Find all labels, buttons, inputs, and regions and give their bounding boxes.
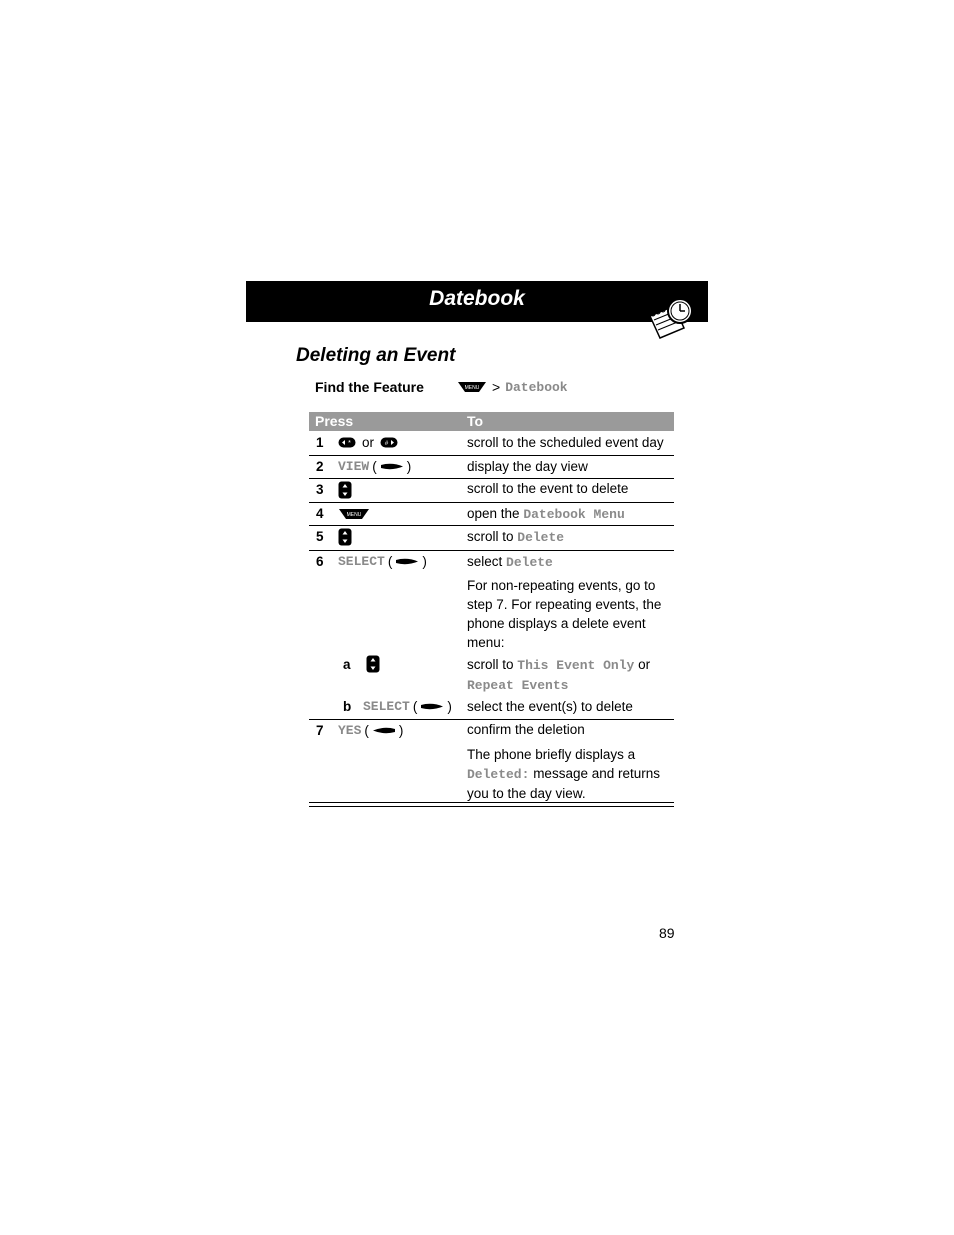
section-title: Deleting an Event: [296, 345, 456, 366]
table-row: [309, 503, 674, 526]
chapter-banner: [246, 281, 708, 322]
step-action: display the day view: [467, 459, 588, 474]
step-action: select Delete: [467, 554, 553, 570]
page-number: 89: [659, 925, 675, 941]
header-press: Press: [315, 413, 354, 429]
display-item: Deleted:: [467, 767, 530, 782]
step-number: 7: [316, 723, 324, 738]
soft-key-label: SELECT: [338, 554, 385, 569]
find-feature-label: Find the Feature: [315, 379, 424, 395]
svg-text:MENU: MENU: [346, 512, 362, 518]
display-item: This Event Only: [517, 658, 635, 673]
step-action: scroll to Delete: [467, 529, 565, 545]
substep-press: [366, 655, 380, 673]
step-note: The phone briefly displays a Deleted: message and returns you to the day view.: [467, 747, 661, 801]
soft-key-label: YES: [338, 723, 362, 738]
soft-key-label: SELECT: [363, 699, 410, 714]
step-press: VIEW ( ): [338, 459, 412, 474]
path-separator: >: [492, 379, 501, 395]
substep-action: scroll to This Event Only or Repeat Events: [467, 657, 651, 693]
table-row: [309, 479, 674, 503]
step-action: scroll to the scheduled event day: [467, 435, 664, 450]
display-item: Delete: [517, 530, 565, 545]
left-soft-key-icon: [372, 726, 396, 735]
chapter-title: Datebook: [429, 287, 525, 310]
right-soft-key-icon: [380, 462, 404, 471]
step-number: 4: [316, 506, 324, 521]
menu-key-icon: [338, 508, 370, 520]
step-press: SELECT ( ): [338, 554, 427, 569]
instruction-table: [309, 412, 674, 803]
menu-key-icon: [457, 381, 487, 393]
or-text: or: [362, 435, 375, 450]
left-star-key-icon: [338, 437, 356, 448]
step-note: For non-repeating events, go to step 7. For repeating events, the phone displays a delete event menu:: [467, 578, 662, 650]
path-item-datebook: Datebook: [505, 379, 568, 395]
right-pound-key-icon: [380, 437, 398, 448]
step-number: 6: [316, 554, 324, 569]
step-press: [338, 435, 398, 450]
substep-press: SELECT ( ): [363, 699, 452, 714]
table-row: [309, 526, 674, 551]
svg-text:#: #: [384, 441, 389, 447]
step-number: 5: [316, 529, 324, 544]
step-number: 1: [316, 435, 324, 450]
table-header: [309, 412, 674, 431]
step-action: confirm the deletion: [467, 722, 585, 737]
step-action: open the Datebook Menu: [467, 506, 625, 522]
table-end-rule: [309, 802, 674, 807]
display-item: Delete: [506, 555, 553, 570]
right-soft-key-icon: [420, 702, 444, 711]
substep-letter: b: [343, 699, 352, 714]
table-row: [309, 456, 674, 479]
scroll-key-icon: [338, 528, 352, 546]
step-press: [338, 528, 352, 546]
find-feature-path: [457, 379, 568, 395]
step-press: YES ( ): [338, 723, 404, 738]
table-row: [309, 551, 674, 720]
svg-text:*: *: [348, 440, 351, 447]
right-soft-key-icon: [395, 557, 419, 566]
step-action: scroll to the event to delete: [467, 481, 629, 496]
display-item: Repeat Events: [467, 678, 569, 693]
substep-letter: a: [343, 657, 351, 672]
step-number: 3: [316, 482, 324, 497]
table-row: [309, 431, 674, 456]
step-press: [338, 481, 352, 499]
table-row: [309, 720, 674, 803]
scroll-key-icon: [338, 481, 352, 499]
svg-text:MENU: MENU: [464, 385, 480, 391]
soft-key-label: VIEW: [338, 459, 370, 474]
display-item: Datebook Menu: [523, 507, 625, 522]
substep-action: select the event(s) to delete: [467, 699, 633, 714]
header-to: To: [467, 413, 484, 429]
scroll-key-icon: [366, 655, 380, 673]
step-press: [338, 508, 370, 520]
datebook-clock-icon: [644, 292, 700, 340]
step-number: 2: [316, 459, 324, 474]
